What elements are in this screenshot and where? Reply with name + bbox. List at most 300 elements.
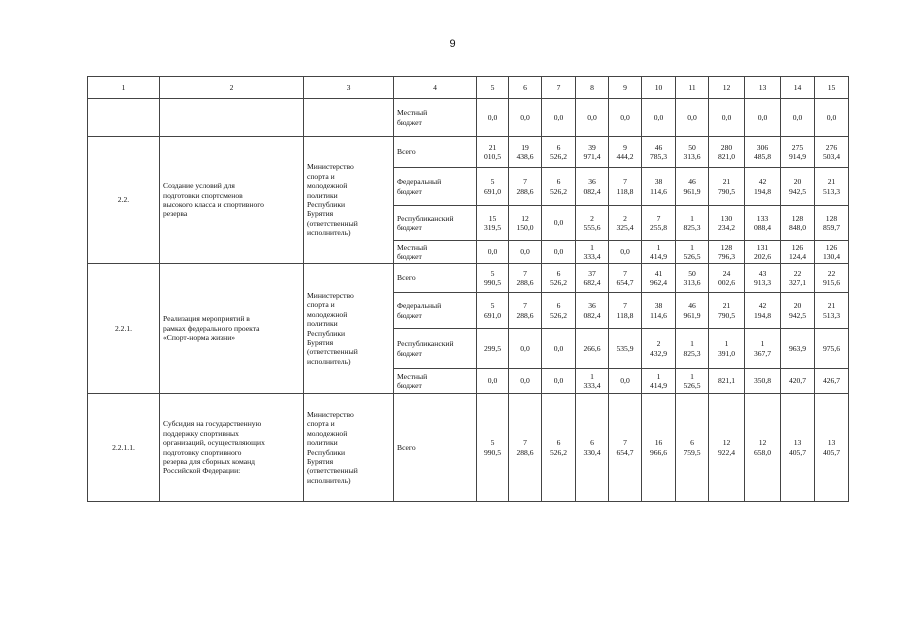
cell-line: 0,0	[487, 376, 498, 386]
funding-value	[745, 206, 781, 241]
funding-value	[745, 99, 781, 137]
cell-line: 0,0	[620, 112, 630, 122]
cell-line: Местный	[397, 108, 428, 118]
cell-line: 9	[623, 142, 627, 152]
funding-value	[709, 206, 745, 241]
funding-value	[676, 137, 709, 168]
cell-line: 319,5	[483, 223, 502, 232]
funding-value	[642, 137, 676, 168]
cell-line: 088,4	[753, 223, 772, 232]
funding-value	[815, 369, 849, 394]
cell-line: 654,7	[616, 278, 634, 287]
cell-line: 234,2	[717, 223, 736, 232]
cell-line: 313,6	[683, 278, 701, 287]
funding-value	[576, 168, 609, 206]
funding-value	[542, 329, 576, 369]
funding-value	[781, 369, 815, 394]
cell-line: 276	[825, 142, 838, 152]
column-number: 5	[477, 77, 509, 99]
cell-line: 962,4	[649, 278, 668, 287]
cell-line: 913,3	[753, 278, 772, 287]
cell-line: 438,6	[516, 152, 534, 161]
funding-value	[676, 206, 709, 241]
column-number: 4	[394, 77, 477, 99]
funding-value	[542, 137, 576, 168]
cell-line: рамках федерального проекта	[163, 323, 260, 333]
funding-value	[477, 264, 509, 293]
funding-value	[576, 264, 609, 293]
cell-line: политики	[307, 319, 338, 329]
cell-line: 7	[623, 177, 627, 187]
cell-line: 691,0	[483, 310, 502, 320]
funding-value	[509, 369, 542, 394]
funding-value	[745, 329, 781, 369]
funding-value	[676, 99, 709, 137]
funding-value	[781, 99, 815, 137]
funding-value	[709, 241, 745, 264]
cell-line: 526,2	[549, 278, 568, 287]
cell-line: 288,6	[516, 310, 534, 320]
cell-line: 848,0	[788, 223, 807, 232]
funding-value	[781, 137, 815, 168]
cell-line: 333,4	[583, 381, 601, 390]
column-number: 3	[304, 77, 394, 99]
funding-value	[642, 206, 676, 241]
cell-line: 825,3	[683, 348, 701, 358]
cell-line: 1	[656, 371, 661, 381]
funding-value	[509, 168, 542, 206]
cell-line: 6	[556, 177, 561, 187]
cell-line: 6	[556, 301, 561, 311]
cell-line: организаций, осуществляющих	[163, 438, 265, 448]
funding-value	[509, 293, 542, 329]
cell-line: 682,4	[583, 278, 601, 287]
funding-value	[815, 241, 849, 264]
cell-line: 133	[756, 213, 769, 223]
cell-line: 7	[656, 213, 661, 223]
section-name	[160, 137, 304, 264]
funding-value	[542, 264, 576, 293]
cell-line: 0,0	[520, 247, 530, 257]
section-name	[160, 99, 304, 137]
funding-value	[609, 206, 642, 241]
cell-line: 255,8	[649, 223, 668, 232]
section-code: 2.2.1.	[88, 264, 160, 394]
cell-line: подготовку спортивного	[163, 447, 242, 457]
cell-line: 391,0	[717, 348, 736, 358]
cell-line: 6	[690, 438, 694, 448]
cell-line: 36	[588, 301, 596, 311]
funding-value	[815, 329, 849, 369]
cell-line: 082,4	[583, 310, 601, 320]
cell-line: 7	[523, 438, 527, 448]
cell-line: 526,5	[683, 252, 701, 261]
funding-value	[642, 369, 676, 394]
cell-line: 50	[688, 142, 696, 152]
table-row	[88, 137, 849, 168]
funding-value	[745, 168, 781, 206]
cell-line: 825,3	[683, 223, 701, 232]
cell-line: 46	[654, 142, 663, 152]
funding-value	[542, 99, 576, 137]
funding-value	[709, 293, 745, 329]
cell-line: 2	[590, 213, 594, 223]
cell-line: 0,0	[721, 112, 732, 122]
cell-line: 0,0	[487, 112, 498, 122]
funding-source	[394, 137, 477, 168]
funding-value	[609, 264, 642, 293]
cell-line: 790,5	[717, 310, 736, 320]
funding-value	[576, 394, 609, 502]
cell-line: 0,0	[587, 112, 597, 122]
cell-line: 914,9	[788, 152, 807, 161]
cell-line: 21	[488, 142, 497, 152]
funding-value	[676, 293, 709, 329]
cell-line: 942,5	[788, 310, 807, 320]
cell-line: 19	[521, 142, 529, 152]
cell-line: Министерство	[307, 162, 354, 172]
funding-value	[815, 264, 849, 293]
cell-line: 990,5	[483, 278, 502, 287]
funding-value	[609, 241, 642, 264]
cell-line: 0,0	[553, 376, 564, 386]
cell-line: 37	[588, 268, 596, 278]
cell-line: 0,0	[553, 218, 564, 228]
header-row	[88, 77, 849, 99]
cell-line: 7	[523, 177, 527, 187]
cell-line: 7	[523, 268, 527, 278]
cell-line: 0,0	[553, 247, 564, 257]
section-name	[160, 394, 304, 502]
cell-line: 654,7	[616, 447, 634, 457]
funding-value	[642, 394, 676, 502]
cell-line: молодежной	[307, 181, 348, 191]
cell-line: Создание условий для	[163, 181, 235, 191]
cell-line: 432,9	[649, 348, 668, 358]
cell-line: 0,0	[620, 247, 630, 257]
funding-value	[609, 369, 642, 394]
cell-line: бюджет	[397, 310, 422, 320]
cell-line: 126	[791, 242, 804, 252]
cell-line: 126	[825, 242, 838, 252]
cell-line: 43	[758, 268, 767, 278]
cell-line: Бурятия	[307, 209, 334, 219]
cell-line: (ответственный	[307, 466, 358, 476]
cell-line: 503,4	[822, 152, 841, 161]
funding-value	[509, 137, 542, 168]
cell-line: 555,6	[583, 223, 601, 232]
funding-value	[642, 99, 676, 137]
funding-value	[642, 264, 676, 293]
cell-line: 010,5	[483, 152, 502, 161]
funding-source	[394, 329, 477, 369]
funding-value	[709, 329, 745, 369]
table-row	[88, 264, 849, 293]
cell-line: 2	[656, 339, 661, 349]
funding-value	[815, 293, 849, 329]
responsible-executor	[304, 99, 394, 137]
funding-value	[745, 137, 781, 168]
cell-line: 535,9	[616, 343, 634, 353]
cell-line: Республики	[307, 328, 346, 338]
cell-line: 1	[656, 242, 661, 252]
funding-value	[709, 264, 745, 293]
funding-value	[781, 293, 815, 329]
cell-line: 1	[690, 213, 694, 223]
cell-line: 971,4	[583, 152, 601, 161]
funding-value	[709, 137, 745, 168]
cell-line: 796,3	[717, 252, 736, 261]
funding-value	[509, 264, 542, 293]
cell-line: 790,5	[717, 186, 736, 196]
cell-line: 131	[756, 242, 769, 252]
cell-line: 961,9	[683, 186, 701, 196]
cell-line: 513,3	[822, 186, 841, 196]
cell-line: спорта и	[307, 300, 335, 310]
cell-line: бюджет	[397, 348, 422, 358]
funding-value	[781, 394, 815, 502]
table-row	[88, 99, 849, 137]
cell-line: Всего	[397, 147, 416, 157]
funding-value	[815, 206, 849, 241]
cell-line: 1	[590, 242, 594, 252]
funding-value	[642, 329, 676, 369]
funding-value	[781, 264, 815, 293]
cell-line: 821,1	[717, 376, 736, 386]
funding-value	[477, 168, 509, 206]
cell-line: 0,0	[553, 343, 564, 353]
cell-line: Республики	[307, 447, 346, 457]
funding-value	[781, 329, 815, 369]
cell-line: 20	[793, 301, 802, 311]
cell-line: 202,6	[753, 252, 772, 261]
funding-value	[676, 168, 709, 206]
funding-value	[509, 206, 542, 241]
cell-line: 38	[654, 177, 663, 187]
cell-line: 46	[688, 301, 696, 311]
funding-value	[477, 369, 509, 394]
cell-line: 1	[690, 242, 694, 252]
funding-value	[709, 99, 745, 137]
funding-value	[542, 241, 576, 264]
cell-line: Местный	[397, 371, 428, 381]
funding-value	[576, 293, 609, 329]
cell-line: 526,2	[549, 310, 568, 320]
funding-value	[609, 293, 642, 329]
cell-line: 5	[490, 301, 495, 311]
column-number: 14	[781, 77, 815, 99]
cell-line: 194,8	[753, 310, 772, 320]
section-code: 2.2.	[88, 137, 160, 264]
funding-value	[509, 99, 542, 137]
cell-line: 0,0	[826, 112, 837, 122]
funding-source	[394, 206, 477, 241]
cell-line: молодежной	[307, 428, 348, 438]
cell-line: бюджет	[397, 223, 422, 232]
cell-line: спорта и	[307, 419, 335, 429]
cell-line: 330,4	[583, 447, 601, 457]
cell-line: 0,0	[520, 112, 530, 122]
cell-line: 130	[720, 213, 733, 223]
cell-line: 0,0	[520, 376, 530, 386]
funding-source	[394, 264, 477, 293]
funding-value	[576, 369, 609, 394]
funding-value	[676, 329, 709, 369]
funding-value	[509, 329, 542, 369]
cell-line: 124,4	[788, 252, 807, 261]
cell-line: 41	[654, 268, 663, 278]
cell-line: 1	[724, 339, 729, 349]
cell-line: 526,2	[549, 447, 568, 457]
funding-value	[542, 293, 576, 329]
cell-line: 426,7	[822, 376, 841, 386]
responsible-executor	[304, 264, 394, 394]
cell-line: 6	[556, 438, 561, 448]
cell-line: 325,4	[616, 223, 634, 232]
cell-line: 1	[690, 371, 694, 381]
cell-line: 22	[827, 268, 836, 278]
cell-line: бюджет	[397, 252, 422, 261]
cell-line: 414,9	[649, 252, 668, 261]
cell-line: 118,8	[616, 186, 634, 196]
cell-line: 082,4	[583, 186, 601, 196]
funding-value	[509, 241, 542, 264]
cell-line: 24	[722, 268, 731, 278]
cell-line: 288,6	[516, 278, 534, 287]
cell-line: 0,0	[487, 247, 498, 257]
cell-line: 2	[623, 213, 627, 223]
cell-line: подготовки спортсменов	[163, 190, 243, 200]
funding-value	[576, 99, 609, 137]
cell-line: 128	[720, 242, 733, 252]
funding-value	[477, 293, 509, 329]
cell-line: 961,9	[683, 310, 701, 320]
funding-value	[542, 394, 576, 502]
cell-line: Бурятия	[307, 337, 334, 347]
cell-line: 526,2	[549, 186, 568, 196]
cell-line: 405,7	[822, 447, 841, 457]
cell-line: Федеральный	[397, 301, 442, 311]
cell-line: бюджет	[397, 186, 422, 196]
funding-value	[576, 329, 609, 369]
funding-value	[477, 99, 509, 137]
funding-value	[709, 394, 745, 502]
funding-value	[815, 168, 849, 206]
cell-line: 691,0	[483, 186, 502, 196]
cell-line: Реализация мероприятий в	[163, 314, 250, 324]
cell-line: Министерство	[307, 290, 354, 300]
cell-line: 313,6	[683, 152, 701, 161]
cell-line: 6	[590, 438, 594, 448]
cell-line: 759,5	[683, 447, 701, 457]
funding-value	[815, 99, 849, 137]
funding-value	[676, 264, 709, 293]
cell-line: 266,6	[583, 343, 601, 353]
section-code	[88, 99, 160, 137]
cell-line: 38	[654, 301, 663, 311]
cell-line: 485,8	[753, 152, 772, 161]
cell-line: Республиканский	[397, 213, 454, 223]
cell-line: 963,9	[788, 343, 807, 353]
cell-line: 13	[827, 438, 836, 448]
funding-value	[745, 293, 781, 329]
responsible-executor	[304, 137, 394, 264]
funding-value	[477, 329, 509, 369]
funding-value	[509, 394, 542, 502]
cell-line: 966,6	[649, 447, 668, 457]
cell-line: Республиканский	[397, 339, 454, 349]
cell-line: молодежной	[307, 309, 348, 319]
column-number: 6	[509, 77, 542, 99]
cell-line: 1	[760, 339, 765, 349]
cell-line: 785,3	[649, 152, 668, 161]
cell-line: исполнитель)	[307, 356, 351, 366]
cell-line: Российской Федерации:	[163, 466, 241, 476]
cell-line: 306	[756, 142, 769, 152]
cell-line: 414,9	[649, 381, 668, 390]
cell-line: 118,8	[616, 310, 634, 320]
cell-line: 50	[688, 268, 696, 278]
funding-value	[781, 241, 815, 264]
cell-line: 513,3	[822, 310, 841, 320]
column-number: 2	[160, 77, 304, 99]
cell-line: 13	[793, 438, 802, 448]
funding-source	[394, 99, 477, 137]
column-number: 7	[542, 77, 576, 99]
section-code: 2.2.1.1.	[88, 394, 160, 502]
cell-line: 1	[690, 339, 694, 349]
funding-value	[676, 369, 709, 394]
budget-table	[87, 76, 849, 502]
column-number: 10	[642, 77, 676, 99]
cell-line: 39	[588, 142, 596, 152]
cell-line: Субсидия на государственную	[163, 419, 262, 429]
funding-value	[815, 394, 849, 502]
cell-line: 942,5	[788, 186, 807, 196]
cell-line: резерва	[163, 209, 188, 219]
cell-line: 975,6	[822, 343, 841, 353]
cell-line: 21	[722, 177, 731, 187]
funding-value	[709, 369, 745, 394]
funding-value	[576, 206, 609, 241]
funding-source	[394, 369, 477, 394]
cell-line: Бурятия	[307, 456, 334, 466]
section-name	[160, 264, 304, 394]
cell-line: исполнитель)	[307, 475, 351, 485]
cell-line: 0,0	[687, 112, 697, 122]
funding-value	[781, 206, 815, 241]
cell-line: 288,6	[516, 447, 534, 457]
cell-line: 0,0	[620, 376, 630, 386]
cell-line: 7	[623, 438, 627, 448]
cell-line: 1	[590, 371, 594, 381]
cell-line: 5	[490, 268, 495, 278]
table-row	[88, 394, 849, 502]
responsible-executor	[304, 394, 394, 502]
funding-value	[477, 394, 509, 502]
cell-line: Всего	[397, 273, 416, 283]
cell-line: 21	[827, 177, 836, 187]
cell-line: 405,7	[788, 447, 807, 457]
funding-value	[642, 168, 676, 206]
cell-line: 0,0	[757, 112, 768, 122]
funding-value	[609, 168, 642, 206]
funding-value	[745, 369, 781, 394]
funding-source	[394, 241, 477, 264]
funding-value	[781, 168, 815, 206]
cell-line: 12	[758, 438, 767, 448]
funding-value	[676, 241, 709, 264]
